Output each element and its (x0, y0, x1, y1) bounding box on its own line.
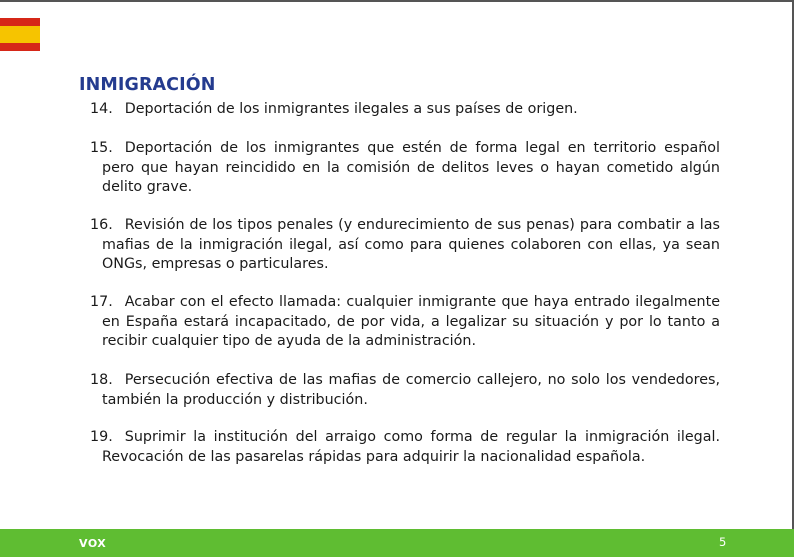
list-item (90, 100, 720, 120)
item-text: Suprimir la institución del arraigo como forma de regular la inmigración ilegal. Revocación de las pasarelas rápidas para adquirir la nacionalidad española. (102, 429, 720, 465)
item-text: Acabar con el efecto llamada: cualquier inmigrante que haya entrado ilegalmente en España estará incapacitado, de por vida, a legalizar su situación y por lo tanto a recibir cualquier tipo de ayuda de la administración. (102, 294, 720, 349)
item-number: 17. (90, 294, 113, 310)
item-number: 15. (90, 140, 113, 156)
item-text: Deportación de los inmigrantes ilegales a sus países de origen. (124, 101, 578, 117)
list-item (90, 428, 720, 467)
list-item (90, 139, 720, 198)
item-number: 19. (90, 429, 113, 445)
list-item (90, 216, 720, 275)
vox-logo: VOX (79, 537, 107, 550)
flag-red-band (0, 43, 40, 51)
item-number: 16. (90, 217, 113, 233)
page-number: 5 (719, 535, 727, 549)
footer-bar (0, 529, 794, 557)
item-text: Persecución efectiva de las mafias de comercio callejero, no solo los vendedores, también la producción y distribución. (102, 372, 720, 408)
list-item (90, 293, 720, 352)
item-text: Revisión de los tipos penales (y endurecimiento de sus penas) para combatir a las mafias de la inmigración ilegal, así como para quienes colaboren con ellas, ya sean ONGs, empresas o particulares. (102, 217, 720, 272)
spain-flag-icon (0, 18, 40, 51)
flag-yellow-band (0, 26, 40, 43)
section-title: INMIGRACIÓN (79, 75, 216, 95)
list-item (90, 371, 720, 410)
item-text: Deportación de los inmigrantes que estén de forma legal en territorio español pero que hayan reincidido en la comisión de delitos leves o hayan cometido algún delito grave. (102, 140, 720, 195)
item-number: 14. (90, 101, 113, 117)
flag-red-band (0, 18, 40, 26)
item-number: 18. (90, 372, 113, 388)
